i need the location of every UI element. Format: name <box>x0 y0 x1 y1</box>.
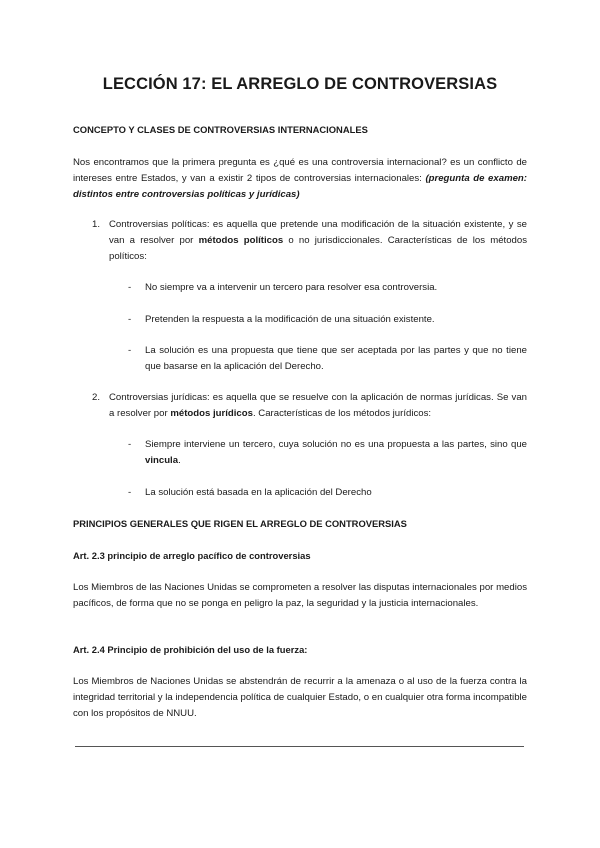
horizontal-divider <box>75 746 524 747</box>
bullet-dash: - <box>128 487 132 498</box>
bullet-bold-term: vincula <box>145 455 179 467</box>
page-title: LECCIÓN 17: EL ARREGLO DE CONTROVERSIAS <box>102 75 498 93</box>
bullet-dash: - <box>128 314 132 325</box>
bullet-item: No siempre va a intervenir un tercero para resolver esa controversia. <box>145 282 438 293</box>
list-number-1: 1. <box>92 219 101 230</box>
bullet-dash: - <box>128 345 132 356</box>
item-text: Controversias políticas: es aquella que pretende una modificación de la situación existente, y se van a resolver por <box>109 219 527 247</box>
item-text-end: . Características de los métodos jurídicos: <box>252 408 432 420</box>
list-item-politicas <box>109 217 527 266</box>
item-text: Controversias jurídicas: es aquella que se resuelve con la aplicación de normas jurídicas. Se van a resolver por <box>109 392 527 420</box>
bullet-item <box>145 437 527 469</box>
bullet-dash: - <box>128 439 132 450</box>
item-bold-term: métodos jurídicos <box>170 408 253 420</box>
bullet-item: La solución es una propuesta que tiene que ser aceptada por las partes y que no tiene que basarse en la aplicación del Derecho. <box>145 345 527 373</box>
article-text-2-4: Los Miembros de Naciones Unidas se abstendrán de recurrir a la amenaza o al uso de la fuerza contra la integridad territorial y la independencia política de cualquier Estado, o en cualquier otra forma incompatible con los propósitos de NNUU. <box>73 676 527 720</box>
item-text-end: o no jurisdiccionales. Características de los métodos políticos: <box>109 235 528 263</box>
section-heading-concepto: CONCEPTO Y CLASES DE CONTROVERSIAS INTERNACIONALES <box>73 124 368 135</box>
list-item-juridicas <box>109 390 527 422</box>
item-bold-term: métodos políticos <box>198 235 284 247</box>
list-number-2: 2. <box>92 392 101 403</box>
article-text-2-3: Los Miembros de las Naciones Unidas se comprometen a resolver las disputas internacionales por medios pacíficos, de forma que no se ponga en peligro la paz, la seguridad y la justicia internacionales. <box>73 582 527 610</box>
article-heading-2-4: Art. 2.4 Principio de prohibición del uso de la fuerza: <box>73 644 308 655</box>
bullet-item: La solución está basada en la aplicación del Derecho <box>145 487 372 498</box>
intro-paragraph <box>73 155 527 204</box>
bullet-text-end: . <box>178 455 181 467</box>
bullet-dash: - <box>128 282 132 293</box>
exam-note: (pregunta de examen: distintos entre controversias políticas y jurídicas) <box>73 173 527 201</box>
intro-text: Nos encontramos que la primera pregunta es ¿qué es una controversia internacional? es un conflicto de intereses entre Estados, y van a existir 2 tipos de controversias internacionales: <box>73 157 527 185</box>
section-heading-principios: PRINCIPIOS GENERALES QUE RIGEN EL ARREGLO DE CONTROVERSIAS <box>73 518 407 529</box>
article-heading-2-3: Art. 2.3 principio de arreglo pacífico de controversias <box>73 550 311 561</box>
bullet-item: Pretenden la respuesta a la modificación de una situación existente. <box>145 314 435 325</box>
bullet-text: Siempre interviene un tercero, cuya solución no es una propuesta a las partes, sino que <box>145 439 527 450</box>
